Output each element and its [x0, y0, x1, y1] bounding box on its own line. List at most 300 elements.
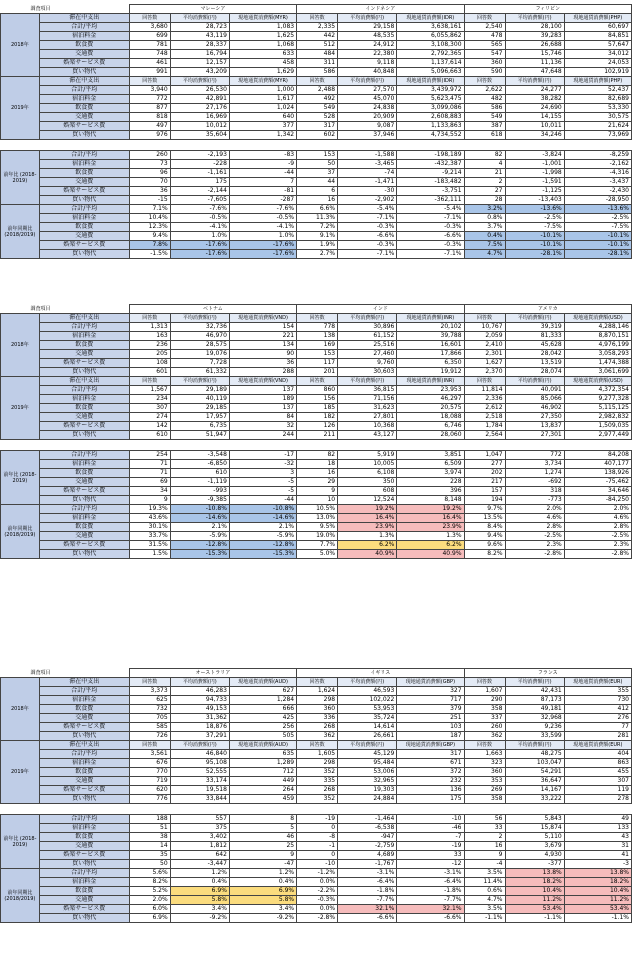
data-cell: -12.8% — [229, 541, 296, 550]
data-cell: -81 — [229, 187, 296, 196]
col-header-local: 現地通貨消費額(AUD) — [229, 678, 296, 687]
data-cell: 16.4% — [397, 514, 464, 523]
data-cell: 29 — [297, 478, 338, 487]
data-cell: 5,843 — [505, 815, 564, 824]
data-cell: -7 — [397, 833, 464, 842]
data-cell: 29,189 — [170, 386, 229, 395]
data-cell: -1.8% — [338, 887, 397, 896]
data-cell: 9.4% — [129, 232, 170, 241]
data-cell: 38 — [129, 833, 170, 842]
data-cell: 281 — [564, 732, 631, 741]
data-cell: 50 — [129, 860, 170, 869]
data-cell: 2,612 — [464, 404, 505, 413]
country-name: イギリス — [297, 669, 464, 678]
col-header-local: 現地通貨消費額(EUR) — [564, 741, 631, 750]
data-cell: -432,387 — [397, 160, 464, 169]
data-cell: 976 — [129, 131, 170, 140]
data-cell: 2.1% — [229, 523, 296, 532]
data-cell: 9 — [297, 487, 338, 496]
spacer — [1, 140, 632, 151]
data-cell: 712 — [229, 768, 296, 777]
data-cell: 175 — [397, 795, 464, 804]
data-cell: 778 — [297, 323, 338, 332]
data-cell: 412 — [564, 705, 631, 714]
data-cell: 478 — [464, 32, 505, 41]
data-cell: 102,919 — [564, 68, 631, 77]
data-cell: 2,410 — [464, 341, 505, 350]
data-cell: 46,297 — [397, 395, 464, 404]
data-cell: 2.0% — [129, 896, 170, 905]
data-cell: 22,380 — [338, 50, 397, 59]
data-cell: 407,177 — [564, 460, 631, 469]
data-cell: 40.9% — [397, 550, 464, 559]
spacer — [1, 440, 632, 451]
data-cell: 375 — [170, 824, 229, 833]
row-label: 宿泊料金 — [39, 460, 129, 469]
data-cell: 404 — [564, 750, 631, 759]
col-header-local: 現地通貨消費額(USD) — [564, 377, 631, 386]
row-label: 宿泊料金 — [39, 32, 129, 41]
data-cell: -44 — [229, 169, 296, 178]
country-name: オーストラリア — [129, 669, 296, 678]
data-cell: -7.7% — [338, 896, 397, 905]
period-label: 前年比 (2018-2019) — [1, 151, 40, 205]
col-header-count: 回答数 — [297, 314, 338, 323]
data-cell: 31 — [564, 842, 631, 851]
col-header-avg-yen: 平均消費額(円) — [338, 314, 397, 323]
data-cell: 2.3% — [505, 541, 564, 550]
row-label: 交通費 — [39, 478, 129, 487]
data-cell: 45,628 — [505, 341, 564, 350]
data-cell: 43,209 — [170, 68, 229, 77]
data-cell: 15,874 — [505, 824, 564, 833]
data-cell: 40,848 — [338, 68, 397, 77]
data-cell: 33 — [464, 824, 505, 833]
data-cell: 32,965 — [338, 777, 397, 786]
row-label: 娯楽サービス費 — [39, 422, 129, 431]
data-cell: -1,998 — [505, 169, 564, 178]
survey-item-label: 調査項目 — [30, 5, 51, 12]
data-cell: 16 — [297, 469, 338, 478]
row-label: 合計/平均 — [39, 386, 129, 395]
col-header-local: 現地通貨消費額(VND) — [229, 314, 296, 323]
data-cell: 8.2% — [129, 878, 170, 887]
data-cell: 1,627 — [464, 359, 505, 368]
data-cell: -5.9% — [229, 532, 296, 541]
col-header-count: 回答数 — [297, 678, 338, 687]
data-cell: 601 — [129, 368, 170, 377]
data-cell: 82,689 — [564, 95, 631, 104]
data-cell: 201 — [297, 368, 338, 377]
data-cell: 1,625 — [229, 32, 296, 41]
row-label: 交通費 — [39, 777, 129, 786]
data-cell: 5,623,475 — [397, 95, 464, 104]
row-label: 飲食費 — [39, 523, 129, 532]
data-cell: 3,099,086 — [397, 104, 464, 113]
col-header-local: 現地通貨消費額(VND) — [229, 377, 296, 386]
data-cell: 35,724 — [338, 714, 397, 723]
data-cell: 30,575 — [564, 113, 631, 122]
row-label: 交通費 — [39, 232, 129, 241]
data-cell: 53,953 — [338, 705, 397, 714]
row-label: 飲食費 — [39, 833, 129, 842]
data-cell: -4.1% — [170, 223, 229, 232]
row-label: 宿泊料金 — [39, 395, 129, 404]
row-label: 宿泊料金 — [39, 160, 129, 169]
data-cell: 307 — [129, 404, 170, 413]
data-cell: 547 — [464, 50, 505, 59]
data-cell: 9 — [129, 496, 170, 505]
data-cell: 23,953 — [397, 386, 464, 395]
data-cell: 528 — [297, 113, 338, 122]
data-cell: 6.2% — [397, 541, 464, 550]
row-label: 飲食費 — [39, 223, 129, 232]
data-cell: 3.5% — [464, 905, 505, 914]
row-label: 交通費 — [39, 178, 129, 187]
data-cell: 360 — [297, 705, 338, 714]
data-cell: 10,012 — [170, 122, 229, 131]
country-name: インド — [297, 305, 464, 314]
data-cell: 590 — [464, 68, 505, 77]
data-cell: -9.2% — [170, 914, 229, 923]
data-cell: 28,100 — [505, 23, 564, 32]
col-header-avg-yen: 平均消費額(円) — [170, 314, 229, 323]
data-cell: -13,403 — [505, 196, 564, 205]
data-cell: 379 — [397, 705, 464, 714]
row-label: 交通費 — [39, 113, 129, 122]
data-cell: 18 — [297, 460, 338, 469]
data-cell: 1,607 — [464, 687, 505, 696]
data-cell: 9.6% — [464, 541, 505, 550]
data-cell: 32 — [229, 422, 296, 431]
data-cell: 699 — [129, 32, 170, 41]
data-cell: 2.8% — [564, 523, 631, 532]
data-cell: 1,342 — [229, 131, 296, 140]
data-cell: -2,193 — [170, 151, 229, 160]
data-cell: 11.2% — [505, 896, 564, 905]
data-cell: 2,059 — [464, 332, 505, 341]
data-cell: -19 — [297, 815, 338, 824]
data-cell: 43.6% — [129, 514, 170, 523]
data-cell: 1.3% — [397, 532, 464, 541]
data-cell: -0.5% — [229, 214, 296, 223]
data-cell: -2.5% — [564, 532, 631, 541]
data-cell: 482 — [464, 95, 505, 104]
data-cell: -19 — [397, 842, 464, 851]
data-cell: 10,767 — [464, 323, 505, 332]
row-label: 合計/平均 — [39, 23, 129, 32]
row-label: 合計/平均 — [39, 750, 129, 759]
data-cell: 336 — [297, 714, 338, 723]
data-cell: 73 — [129, 160, 170, 169]
data-cell: 34,012 — [564, 50, 631, 59]
data-cell: 323 — [464, 759, 505, 768]
data-cell: 7.5% — [464, 241, 505, 250]
data-cell: 117 — [297, 359, 338, 368]
data-cell: 10 — [297, 496, 338, 505]
data-cell: -84,250 — [564, 496, 631, 505]
row-label: 宿泊料金 — [39, 514, 129, 523]
row-label: 娯楽サービス費 — [39, 851, 129, 860]
data-cell: 1,133,863 — [397, 122, 464, 131]
data-cell: 26,688 — [505, 41, 564, 50]
data-cell: 15,746 — [505, 50, 564, 59]
row-label: 交通費 — [39, 413, 129, 422]
data-cell: 6,055,862 — [397, 32, 464, 41]
data-cell: 13.0% — [297, 514, 338, 523]
data-cell: -17.6% — [229, 250, 296, 259]
data-cell: 21,624 — [564, 122, 631, 131]
data-cell: -362,111 — [397, 196, 464, 205]
data-cell: 3,940 — [129, 86, 170, 95]
period-label: 前年同期比 (2018/2019) — [1, 205, 40, 259]
data-cell: -2.5% — [564, 214, 631, 223]
data-cell: 84,208 — [564, 451, 631, 460]
spending-table-2 — [0, 304, 632, 559]
data-cell: 73,969 — [564, 131, 631, 140]
row-label: 買い物代 — [39, 131, 129, 140]
data-cell: 30,896 — [338, 323, 397, 332]
data-cell: 2,335 — [297, 23, 338, 32]
data-cell: 20,909 — [338, 113, 397, 122]
data-cell: 25,516 — [338, 341, 397, 350]
data-cell: -15 — [129, 196, 170, 205]
row-label: 買い物代 — [39, 732, 129, 741]
data-cell: -10.1% — [505, 241, 564, 250]
col-header-avg-yen: 平均消費額(円) — [338, 741, 397, 750]
period-label: 前年比 (2018-2019) — [1, 815, 40, 869]
data-cell: 1,274 — [505, 469, 564, 478]
data-cell: 455 — [564, 768, 631, 777]
data-cell: 2.0% — [564, 505, 631, 514]
data-cell: 3,061,699 — [564, 368, 631, 377]
row-label: 買い物代 — [39, 250, 129, 259]
row-label: 飲食費 — [39, 169, 129, 178]
data-cell: 10,005 — [338, 460, 397, 469]
data-cell: 157 — [464, 487, 505, 496]
col-header-count: 回答数 — [129, 14, 170, 23]
data-cell: 48,535 — [338, 32, 397, 41]
data-cell: 84,851 — [564, 32, 631, 41]
data-cell: 0.4% — [464, 232, 505, 241]
data-cell: 0.4% — [170, 878, 229, 887]
data-cell: 42,891 — [170, 95, 229, 104]
data-cell: 39,788 — [397, 332, 464, 341]
period-label: 前年比 (2018-2019) — [1, 451, 40, 505]
data-cell: 16 — [464, 842, 505, 851]
data-cell: 2,370 — [464, 368, 505, 377]
col-header-avg-yen: 平均消費額(円) — [338, 14, 397, 23]
data-cell: -7,605 — [170, 196, 229, 205]
data-cell: 7,728 — [170, 359, 229, 368]
data-cell: 46,970 — [170, 332, 229, 341]
data-cell: 53,330 — [564, 104, 631, 113]
data-cell: 2.1% — [170, 523, 229, 532]
data-cell: 8 — [229, 815, 296, 824]
data-cell: 3.4% — [229, 905, 296, 914]
data-cell: 6.9% — [170, 887, 229, 896]
data-cell: -1.1% — [505, 914, 564, 923]
country-name: フィリピン — [464, 5, 631, 14]
data-cell: -1,767 — [338, 860, 397, 869]
data-cell: 4,689 — [338, 851, 397, 860]
year-cell: 2018年 — [1, 14, 40, 77]
data-cell: 39,319 — [505, 323, 564, 332]
row-label: 宿泊料金 — [39, 214, 129, 223]
country-name: アメリカ — [464, 305, 631, 314]
data-cell: 10.4% — [129, 214, 170, 223]
data-cell: 458 — [229, 59, 296, 68]
data-cell: 3 — [229, 469, 296, 478]
data-cell: 20,102 — [397, 323, 464, 332]
data-cell: 730 — [564, 696, 631, 705]
row-label: 宿泊料金 — [39, 696, 129, 705]
col-header-count: 回答数 — [129, 678, 170, 687]
data-cell: 17,957 — [170, 413, 229, 422]
data-cell: 13.8% — [505, 869, 564, 878]
data-cell: -6.4% — [397, 878, 464, 887]
data-cell: 33 — [397, 851, 464, 860]
row-header: 滞在中支出 — [39, 14, 129, 23]
col-header-avg-yen: 平均消費額(円) — [170, 14, 229, 23]
data-cell: -1,119 — [170, 478, 229, 487]
data-cell: 4,930 — [505, 851, 564, 860]
data-cell: 50 — [297, 160, 338, 169]
row-header: 滞在中支出 — [39, 678, 129, 687]
data-cell: 2,608,883 — [397, 113, 464, 122]
data-cell: 2.3% — [564, 541, 631, 550]
data-cell: 1,313 — [129, 323, 170, 332]
data-cell: 19.2% — [397, 505, 464, 514]
data-cell: 358 — [464, 705, 505, 714]
data-cell: 5,115,125 — [564, 404, 631, 413]
row-label: 交通費 — [39, 842, 129, 851]
data-cell: 4,372,354 — [564, 386, 631, 395]
data-cell: 16,601 — [397, 341, 464, 350]
data-cell: 13,837 — [505, 422, 564, 431]
data-cell: 11,136 — [505, 59, 564, 68]
row-label: 飲食費 — [39, 469, 129, 478]
row-label: 合計/平均 — [39, 323, 129, 332]
data-cell: 24,838 — [338, 104, 397, 113]
data-cell: 610 — [170, 469, 229, 478]
data-cell: 352 — [297, 768, 338, 777]
data-cell: 5.8% — [170, 896, 229, 905]
data-cell: 82 — [464, 151, 505, 160]
data-cell: 4 — [464, 160, 505, 169]
data-cell: -2.8% — [564, 550, 631, 559]
data-cell: 4,288,146 — [564, 323, 631, 332]
data-cell: 11.2% — [564, 896, 631, 905]
data-cell: 9.7% — [464, 505, 505, 514]
data-cell: 69 — [129, 478, 170, 487]
data-cell: 290 — [464, 696, 505, 705]
survey-item-label: 調査項目 — [30, 669, 51, 676]
data-cell: -10.8% — [170, 505, 229, 514]
data-cell: 77 — [564, 723, 631, 732]
data-cell: -5.9% — [170, 532, 229, 541]
data-cell: 0.4% — [229, 878, 296, 887]
data-cell: 4,976,199 — [564, 341, 631, 350]
row-label: 飲食費 — [39, 768, 129, 777]
data-cell: -4.1% — [229, 223, 296, 232]
survey-item-label: 調査項目 — [30, 305, 51, 312]
data-cell: -7.1% — [397, 214, 464, 223]
row-header: 滞在中支出 — [39, 77, 129, 86]
data-cell: -6.6% — [338, 914, 397, 923]
data-cell: 57,647 — [564, 41, 631, 50]
data-cell: -3,437 — [564, 178, 631, 187]
data-cell: 156 — [297, 395, 338, 404]
row-label: 娯楽サービス費 — [39, 905, 129, 914]
data-cell: 8.4% — [464, 523, 505, 532]
data-cell: -28,950 — [564, 196, 631, 205]
col-header-local: 現地通貨消費額(INR) — [397, 377, 464, 386]
data-cell: 717 — [397, 696, 464, 705]
col-header-local: 現地通貨消費額(GBP) — [397, 741, 464, 750]
data-cell: 18,088 — [397, 413, 464, 422]
country-name: マレーシア — [129, 5, 296, 14]
data-cell: 586 — [464, 104, 505, 113]
data-cell: 7.7% — [297, 541, 338, 550]
row-label: 娯楽サービス費 — [39, 59, 129, 68]
data-cell: 5.8% — [229, 896, 296, 905]
data-cell: 642 — [170, 851, 229, 860]
data-cell: 0 — [297, 851, 338, 860]
data-cell: 19.3% — [129, 505, 170, 514]
data-cell: 2,977,449 — [564, 431, 631, 440]
data-cell: 317 — [397, 750, 464, 759]
data-cell: -7.6% — [229, 205, 296, 214]
col-header-count: 回答数 — [297, 377, 338, 386]
data-cell: 232 — [397, 777, 464, 786]
data-cell: 21 — [464, 169, 505, 178]
row-label: 飲食費 — [39, 705, 129, 714]
data-cell: 274 — [129, 413, 170, 422]
row-label: 合計/平均 — [39, 815, 129, 824]
data-cell: 1,047 — [464, 451, 505, 460]
data-cell: 3,373 — [129, 687, 170, 696]
data-cell: 19,912 — [397, 368, 464, 377]
data-cell: 355 — [564, 687, 631, 696]
data-cell: -17 — [229, 451, 296, 460]
data-cell: 4,734,552 — [397, 131, 464, 140]
data-cell: 17,866 — [397, 350, 464, 359]
row-label: 宿泊料金 — [39, 824, 129, 833]
data-cell: 10,368 — [338, 422, 397, 431]
row-label: 買い物代 — [39, 496, 129, 505]
data-cell: 84 — [229, 413, 296, 422]
col-header-count: 回答数 — [464, 314, 505, 323]
data-cell: 136 — [397, 786, 464, 795]
data-cell: 676 — [129, 759, 170, 768]
data-cell: -10 — [297, 860, 338, 869]
data-cell: -377 — [505, 860, 564, 869]
data-cell: 19,303 — [338, 786, 397, 795]
row-label: 娯楽サービス費 — [39, 122, 129, 131]
data-cell: -1,125 — [505, 187, 564, 196]
data-cell: 8.2% — [464, 550, 505, 559]
data-cell: 142 — [129, 422, 170, 431]
data-cell: 40,119 — [170, 395, 229, 404]
data-cell: -9,214 — [397, 169, 464, 178]
data-cell: -198,189 — [397, 151, 464, 160]
data-cell: -692 — [505, 478, 564, 487]
data-cell: 14,614 — [338, 723, 397, 732]
data-cell: 47,648 — [505, 68, 564, 77]
data-cell: 56 — [464, 815, 505, 824]
data-cell: -10 — [397, 815, 464, 824]
